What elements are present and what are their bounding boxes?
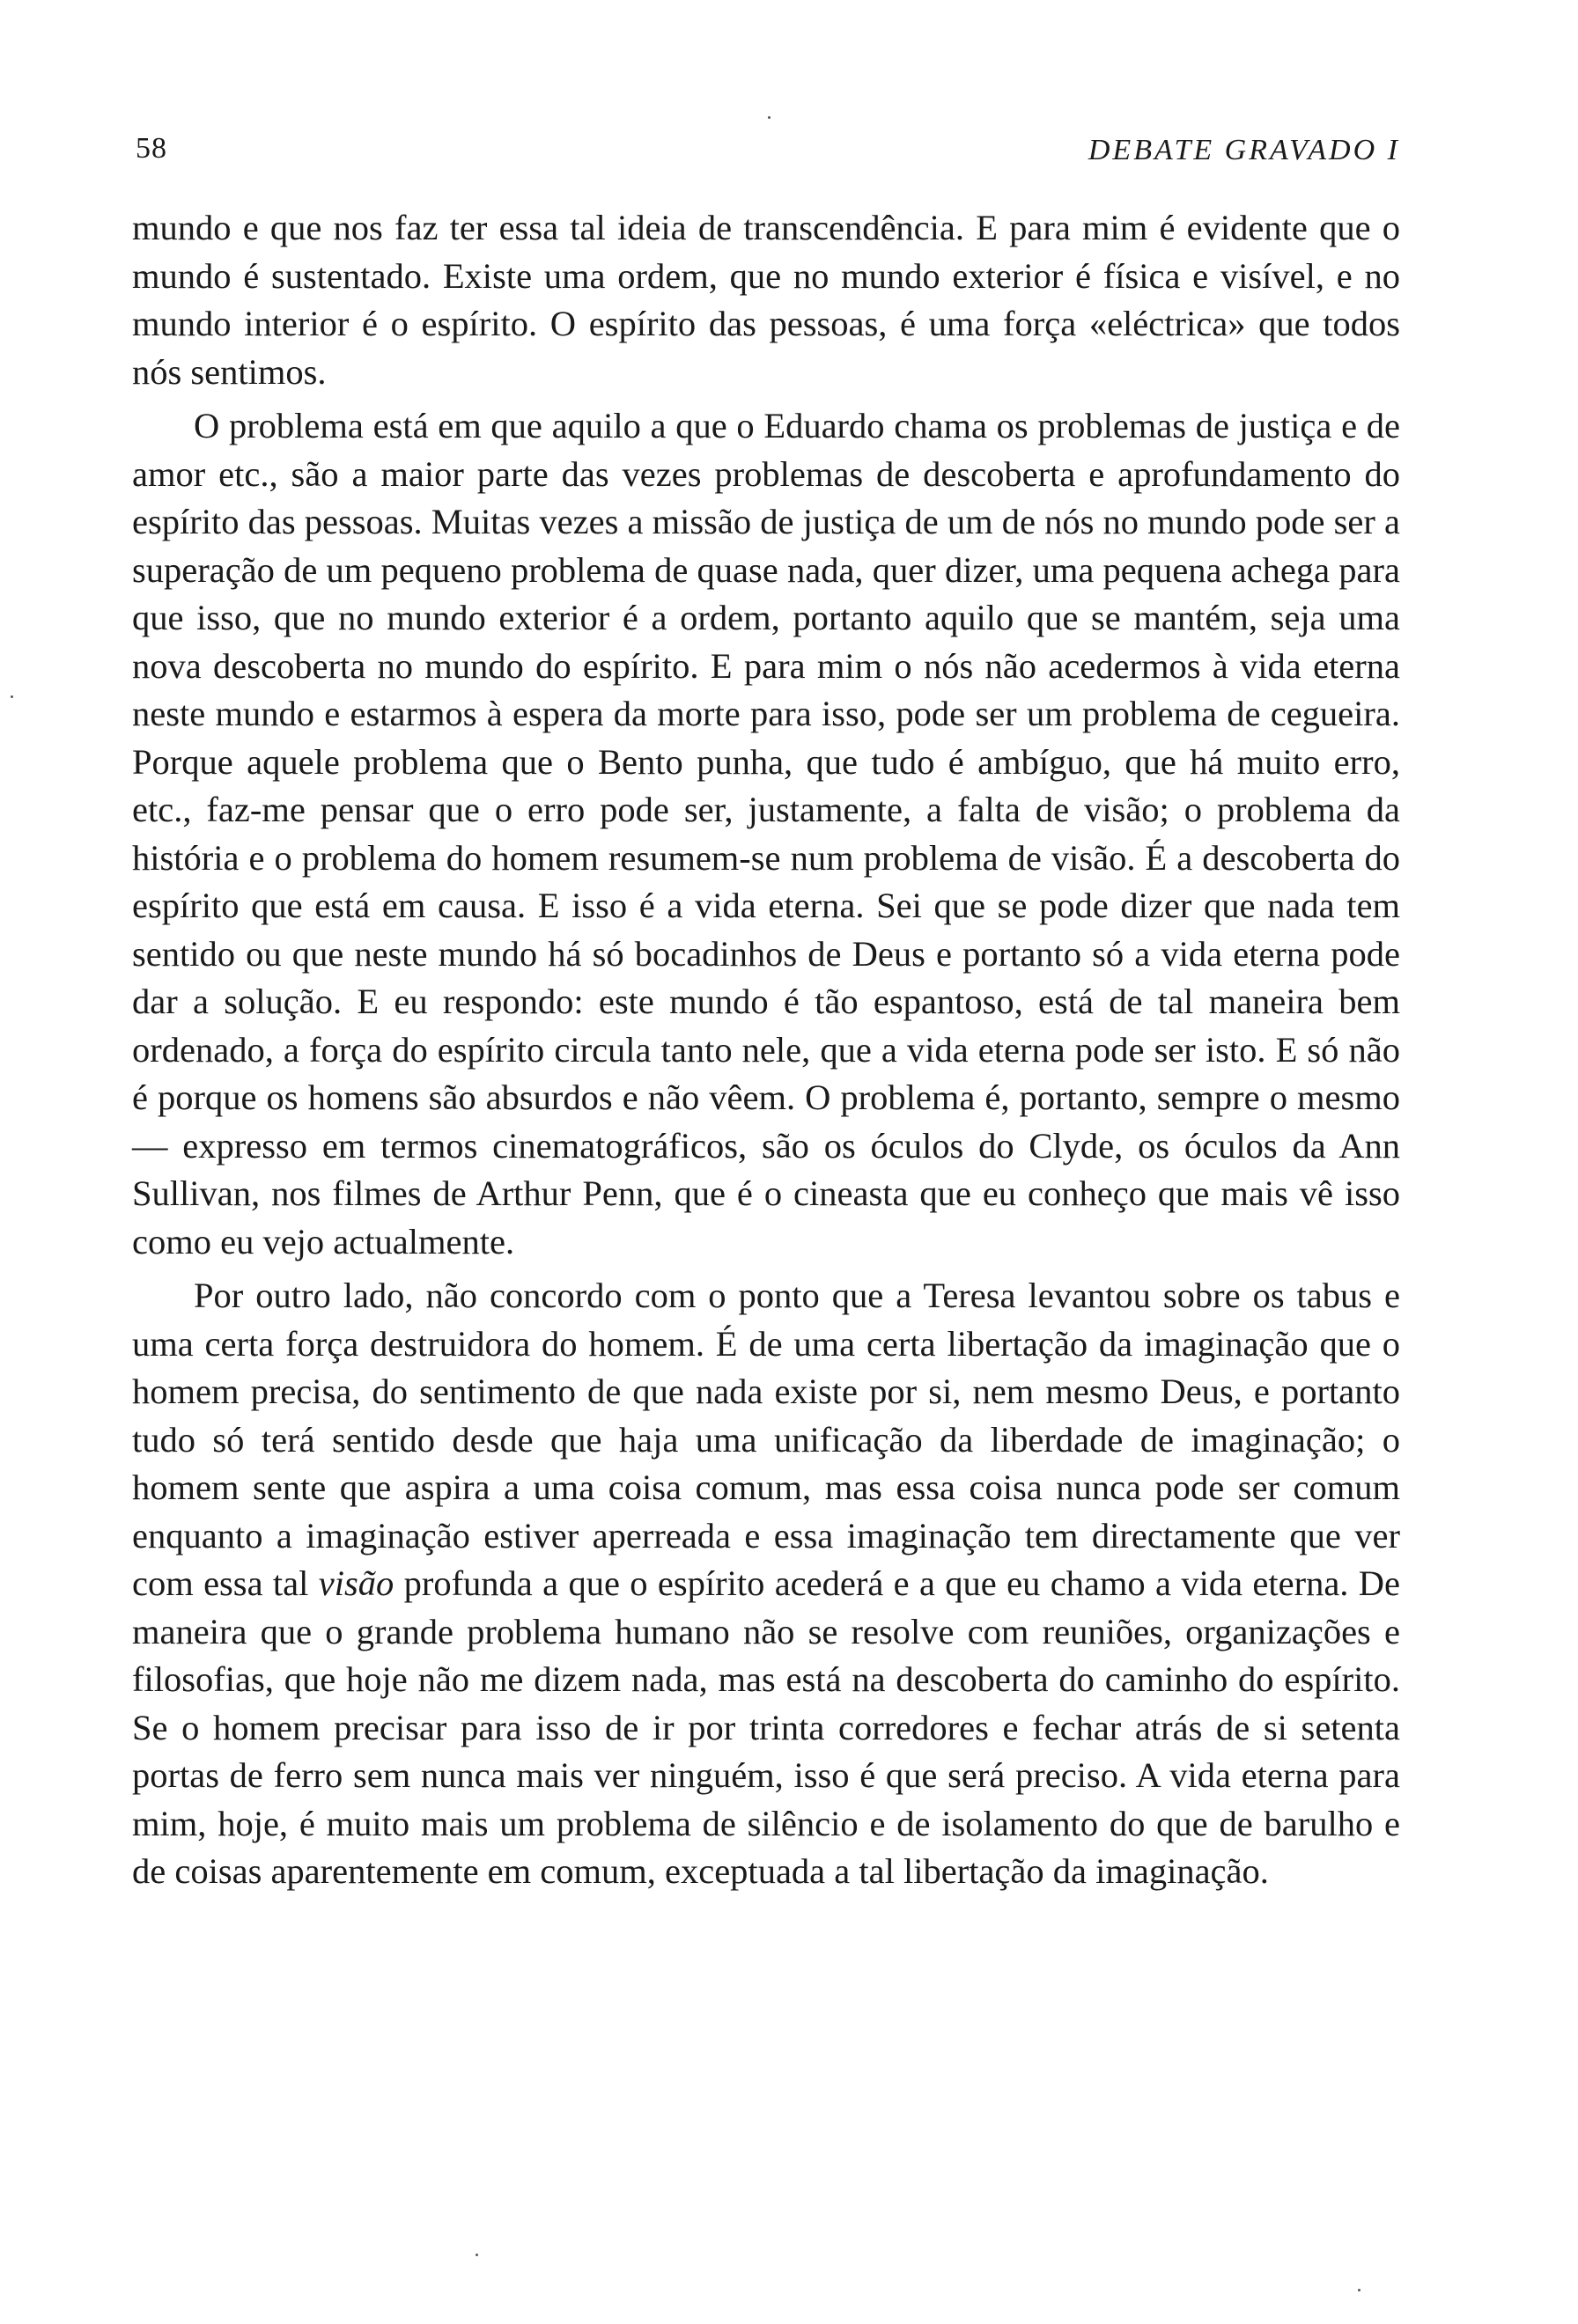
paper-speck: [476, 2254, 478, 2256]
body-text: [132, 204, 1400, 1896]
paper-speck: [768, 116, 771, 119]
running-head: DEBATE GRAVADO I: [1088, 134, 1400, 166]
paper-speck: [1358, 2289, 1360, 2291]
paragraph-3: [132, 1272, 1400, 1896]
paragraph-3-part-2: profunda a que o espírito acederá e a que eu chamo a vida eterna. De maneira que o grande problema humano não se resolve com reuniões, organizações e filosofias, que hoje não me dizem nada, mas está na descoberta do caminho do espírito. Se o homem precisar para isso de ir por trinta corredores e fechar atrás de si setenta portas de ferro sem nunca mais ver ninguém, isso é que será preciso. A vida eterna para mim, hoje, é muito mais um problema de silêncio e de isolamento do que de barulho e de coisas aparentemente em comum, exceptuada a tal libertação da imaginação.: [132, 1563, 1401, 1891]
page-header: [132, 132, 1400, 176]
paragraph-2: O problema está em que aquilo a que o Eduardo chama os problemas de justiça e de amor etc., são a maior parte das vezes problemas de descoberta e aprofundamento do espírito das pessoas. Muitas vezes a missão de justiça de um de nós no mundo pode ser a superação de um pequeno problema de quase nada, quer dizer, uma pequena achega para que isso, que no mundo exterior é a ordem, portanto aquilo que se mantém, seja uma nova descoberta no mundo do espírito. E para mim o nós não acedermos à vida eterna neste mundo e estarmos à espera da morte para isso, pode ser um problema de cegueira. Porque aquele problema que o Bento punha, que tudo é ambíguo, que há muito erro, etc., faz-me pensar que o erro pode ser, justamente, a falta de visão; o problema da história e o problema do homem resumem-se num problema de visão. É a descoberta do espírito que está em causa. E isso é a vida eterna. Sei que se pode dizer que nada tem sentido ou que neste mundo há só bocadinhos de Deus e portanto só a vida eterna pode dar a solução. E eu respondo: este mundo é tão espantoso, está de tal maneira bem ordenado, a força do espírito circula tanto nele, que a vida eterna pode ser isto. E só não é porque os homens são absurdos e não vêem. O problema é, portanto, sempre o mesmo — expresso em termos cinematográficos, são os óculos do Clyde, os óculos da Ann Sullivan, nos filmes de Arthur Penn, que é o cineasta que eu conheço que mais vê isso como eu vejo actualmente.: [132, 406, 1400, 1261]
paper-speck: [11, 695, 13, 698]
paragraph-1: mundo e que nos faz ter essa tal ideia de transcendência. E para mim é evidente que o mundo é sustentado. Existe uma ordem, que no mundo exterior é física e visível, e no mundo interior é o espírito. O espírito das pessoas, é uma força «eléctrica» que todos nós sentimos.: [132, 208, 1400, 392]
paragraph-3-part-1: Por outro lado, não concordo com o ponto que a Teresa levantou sobre os tabus e uma certa força destruidora do homem. É de uma certa libertação da imaginação que o homem precisa, do sentimento de que nada existe por si, nem mesmo Deus, e portanto tudo só terá sentido desde que haja uma unificação da liberdade de imaginação; o homem sente que aspira a uma coisa comum, mas essa coisa nunca pode ser comum enquanto a imaginação estiver aperreada e essa imaginação tem directamente que ver com essa tal: [132, 1276, 1400, 1603]
page-number: 58: [136, 132, 167, 165]
italic-word: visão: [318, 1563, 394, 1603]
